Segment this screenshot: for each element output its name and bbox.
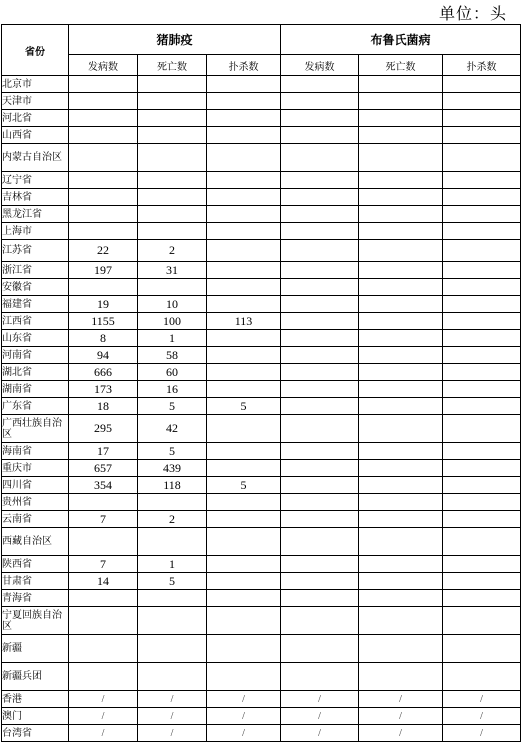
data-cell: 17 [69,443,138,460]
data-cell [207,460,281,477]
data-cell [207,635,281,663]
data-cell [443,511,521,528]
data-cell: 295 [69,415,138,443]
data-cell [443,398,521,415]
data-cell [207,279,281,296]
data-cell: 16 [138,381,207,398]
data-cell [359,528,443,556]
data-cell [281,415,359,443]
data-cell [138,189,207,206]
data-cell [207,494,281,511]
table-row [2,313,521,330]
province-name: 香港 [2,691,69,708]
data-cell [281,635,359,663]
table-row [2,262,521,279]
data-cell [281,477,359,494]
data-cell [207,296,281,313]
data-cell [69,223,138,240]
data-cell [443,127,521,144]
data-cell [207,240,281,262]
data-cell [443,144,521,172]
data-cell [69,206,138,223]
unit-label: 单位：头 [438,4,507,23]
sub-header-cases-1: 发病数 [69,55,138,76]
data-cell [443,415,521,443]
data-cell [207,76,281,93]
province-name: 海南省 [2,443,69,460]
province-name: 内蒙古自治区 [2,144,69,172]
data-cell [359,296,443,313]
data-cell [69,110,138,127]
data-cell [359,172,443,189]
table-row [2,296,521,313]
province-name: 台湾省 [2,725,69,742]
data-cell: / [138,708,207,725]
data-cell [138,663,207,691]
data-cell: 657 [69,460,138,477]
data-cell [207,415,281,443]
data-cell [443,443,521,460]
data-cell [207,93,281,110]
data-cell: 60 [138,364,207,381]
data-cell [207,189,281,206]
data-cell [207,172,281,189]
data-cell: 31 [138,262,207,279]
table-row [2,398,521,415]
data-cell [281,76,359,93]
data-cell: 5 [207,477,281,494]
province-name: 辽宁省 [2,172,69,189]
data-cell [138,528,207,556]
table-row [2,635,521,663]
province-name: 重庆市 [2,460,69,477]
table-row [2,223,521,240]
data-cell [443,240,521,262]
province-name: 广东省 [2,398,69,415]
data-cell [138,110,207,127]
data-cell: / [69,708,138,725]
data-cell [443,313,521,330]
data-cell [359,443,443,460]
data-cell [443,494,521,511]
data-cell [443,556,521,573]
data-cell: / [359,708,443,725]
data-cell [138,590,207,607]
province-name: 山西省 [2,127,69,144]
data-cell: 100 [138,313,207,330]
data-cell [207,443,281,460]
data-cell [69,607,138,635]
data-cell [69,635,138,663]
table-row [2,691,521,708]
data-cell: / [359,725,443,742]
data-cell [138,607,207,635]
data-cell [359,93,443,110]
table-row [2,708,521,725]
province-name: 上海市 [2,223,69,240]
data-cell [443,93,521,110]
sub-header-cases-2: 发病数 [281,55,359,76]
data-cell [138,93,207,110]
table-row [2,144,521,172]
data-cell: 666 [69,364,138,381]
data-cell [443,206,521,223]
data-cell [359,511,443,528]
data-cell [207,381,281,398]
table-row [2,590,521,607]
table-row [2,110,521,127]
province-name: 天津市 [2,93,69,110]
data-cell [359,262,443,279]
table-row [2,347,521,364]
data-cell [281,443,359,460]
data-cell: 94 [69,347,138,364]
data-cell [281,364,359,381]
data-cell: / [443,708,521,725]
data-cell [359,573,443,590]
data-cell [138,223,207,240]
data-cell [443,110,521,127]
data-cell [281,262,359,279]
data-cell [138,76,207,93]
data-cell [359,635,443,663]
province-name: 河南省 [2,347,69,364]
data-cell: 2 [138,511,207,528]
table-body [2,76,521,742]
data-cell [69,590,138,607]
data-cell: 14 [69,573,138,590]
data-cell: 5 [207,398,281,415]
province-name: 吉林省 [2,189,69,206]
data-cell [359,110,443,127]
data-cell [359,590,443,607]
data-cell [281,223,359,240]
data-cell [281,330,359,347]
province-name: 西藏自治区 [2,528,69,556]
data-cell [69,279,138,296]
data-cell [359,313,443,330]
data-cell: / [281,725,359,742]
province-name: 宁夏回族自治区 [2,607,69,635]
data-cell: 5 [138,443,207,460]
data-cell [281,172,359,189]
data-cell [281,189,359,206]
data-cell [281,240,359,262]
data-cell [281,296,359,313]
data-cell [138,127,207,144]
data-cell [443,364,521,381]
data-cell: 1 [138,556,207,573]
data-cell: 42 [138,415,207,443]
data-cell [359,330,443,347]
data-cell: / [281,708,359,725]
province-name: 四川省 [2,477,69,494]
data-cell: 5 [138,398,207,415]
data-cell: 18 [69,398,138,415]
data-cell [281,110,359,127]
data-cell: / [69,725,138,742]
data-cell [443,262,521,279]
data-cell: / [443,725,521,742]
data-cell: 118 [138,477,207,494]
data-cell [443,347,521,364]
province-name: 湖南省 [2,381,69,398]
province-name: 湖北省 [2,364,69,381]
data-cell [281,556,359,573]
data-cell [359,279,443,296]
table-row [2,279,521,296]
data-cell [69,144,138,172]
data-cell [138,494,207,511]
province-name: 新疆兵团 [2,663,69,691]
province-name: 河北省 [2,110,69,127]
data-cell [207,330,281,347]
data-cell [359,663,443,691]
table-row [2,494,521,511]
data-cell [281,663,359,691]
data-cell [69,93,138,110]
table-row [2,511,521,528]
data-cell [207,206,281,223]
data-cell [281,494,359,511]
table-row [2,206,521,223]
data-cell: 19 [69,296,138,313]
data-cell [443,460,521,477]
data-cell [281,590,359,607]
data-cell [69,127,138,144]
data-cell [359,76,443,93]
sub-header-deaths-2: 死亡数 [359,55,443,76]
data-cell [359,607,443,635]
data-cell: 10 [138,296,207,313]
table-row [2,415,521,443]
table-row [2,240,521,262]
province-name: 黑龙江省 [2,206,69,223]
data-cell [69,528,138,556]
province-name: 浙江省 [2,262,69,279]
data-cell [281,93,359,110]
data-cell [281,607,359,635]
data-cell [281,381,359,398]
data-cell [69,76,138,93]
data-cell: 7 [69,556,138,573]
province-name: 广西壮族自治区 [2,415,69,443]
data-cell [443,330,521,347]
data-cell: 5 [138,573,207,590]
data-cell [443,607,521,635]
data-cell [138,172,207,189]
group-header-brucellosis: 布鲁氏菌病 [281,25,521,55]
data-cell: 2 [138,240,207,262]
province-name: 江苏省 [2,240,69,262]
data-cell [207,347,281,364]
data-cell [443,528,521,556]
table-row [2,76,521,93]
province-name: 山东省 [2,330,69,347]
data-cell [281,511,359,528]
province-name: 江西省 [2,313,69,330]
data-cell [138,279,207,296]
province-name: 新疆 [2,635,69,663]
data-cell [359,144,443,172]
table-row [2,93,521,110]
province-name: 北京市 [2,76,69,93]
data-cell [443,223,521,240]
data-cell: 197 [69,262,138,279]
province-name: 安徽省 [2,279,69,296]
data-cell [207,663,281,691]
table-row [2,460,521,477]
data-cell [281,460,359,477]
table-row [2,189,521,206]
data-cell: / [138,691,207,708]
data-cell [443,477,521,494]
data-cell [69,172,138,189]
data-cell [443,590,521,607]
data-cell [443,279,521,296]
data-cell: 1 [138,330,207,347]
data-cell [138,635,207,663]
province-name: 甘肃省 [2,573,69,590]
data-cell [359,240,443,262]
data-cell [443,296,521,313]
data-cell: 113 [207,313,281,330]
table-row [2,364,521,381]
data-cell [281,528,359,556]
data-cell [359,460,443,477]
data-cell [281,127,359,144]
data-cell: / [281,691,359,708]
data-cell [443,381,521,398]
data-cell: / [207,725,281,742]
data-cell: 1155 [69,313,138,330]
data-cell [359,415,443,443]
data-cell [207,607,281,635]
data-cell [207,511,281,528]
data-cell [69,494,138,511]
table-row [2,172,521,189]
data-cell [443,189,521,206]
data-cell: / [69,691,138,708]
data-cell: / [207,691,281,708]
data-cell [207,556,281,573]
data-cell: 7 [69,511,138,528]
data-cell [281,398,359,415]
data-cell [359,347,443,364]
data-cell [359,364,443,381]
data-cell [443,76,521,93]
sub-header-culled-2: 扑杀数 [443,55,521,76]
table-row [2,556,521,573]
data-cell [359,127,443,144]
data-cell [359,381,443,398]
disease-statistics-table [1,24,521,742]
data-cell [443,573,521,590]
data-cell [281,279,359,296]
data-cell [359,556,443,573]
table-row [2,381,521,398]
data-cell [443,172,521,189]
data-cell: / [443,691,521,708]
data-cell [207,223,281,240]
data-cell [359,398,443,415]
sub-header-culled-1: 扑杀数 [207,55,281,76]
data-cell [138,206,207,223]
data-cell: / [207,708,281,725]
data-cell [69,189,138,206]
data-cell [207,573,281,590]
data-cell: 8 [69,330,138,347]
province-name: 青海省 [2,590,69,607]
table-row [2,725,521,742]
province-name: 澳门 [2,708,69,725]
data-cell: 173 [69,381,138,398]
data-cell: / [138,725,207,742]
data-cell [207,364,281,381]
data-cell [207,528,281,556]
data-cell: 439 [138,460,207,477]
province-name: 陕西省 [2,556,69,573]
province-name: 云南省 [2,511,69,528]
data-cell [359,189,443,206]
data-cell [207,590,281,607]
data-cell [359,494,443,511]
data-cell: / [359,691,443,708]
data-cell [138,144,207,172]
data-cell [207,144,281,172]
province-name: 贵州省 [2,494,69,511]
table-row [2,127,521,144]
table-row [2,443,521,460]
data-cell [207,127,281,144]
data-cell [281,206,359,223]
province-name: 福建省 [2,296,69,313]
data-cell [359,223,443,240]
data-cell [359,477,443,494]
province-column-header: 省份 [2,25,69,76]
data-cell: 354 [69,477,138,494]
table-row [2,663,521,691]
data-cell [281,573,359,590]
data-cell [443,663,521,691]
data-cell: 22 [69,240,138,262]
data-cell [281,313,359,330]
data-cell [281,347,359,364]
data-cell [69,663,138,691]
data-cell: 58 [138,347,207,364]
data-cell [443,635,521,663]
group-header-swine-pneumonia: 猪肺疫 [69,25,281,55]
table-row [2,573,521,590]
data-cell [281,144,359,172]
data-cell [207,262,281,279]
table-row [2,477,521,494]
data-cell [207,110,281,127]
table-row [2,528,521,556]
table-row [2,607,521,635]
table-row [2,330,521,347]
data-cell [359,206,443,223]
sub-header-deaths-1: 死亡数 [138,55,207,76]
